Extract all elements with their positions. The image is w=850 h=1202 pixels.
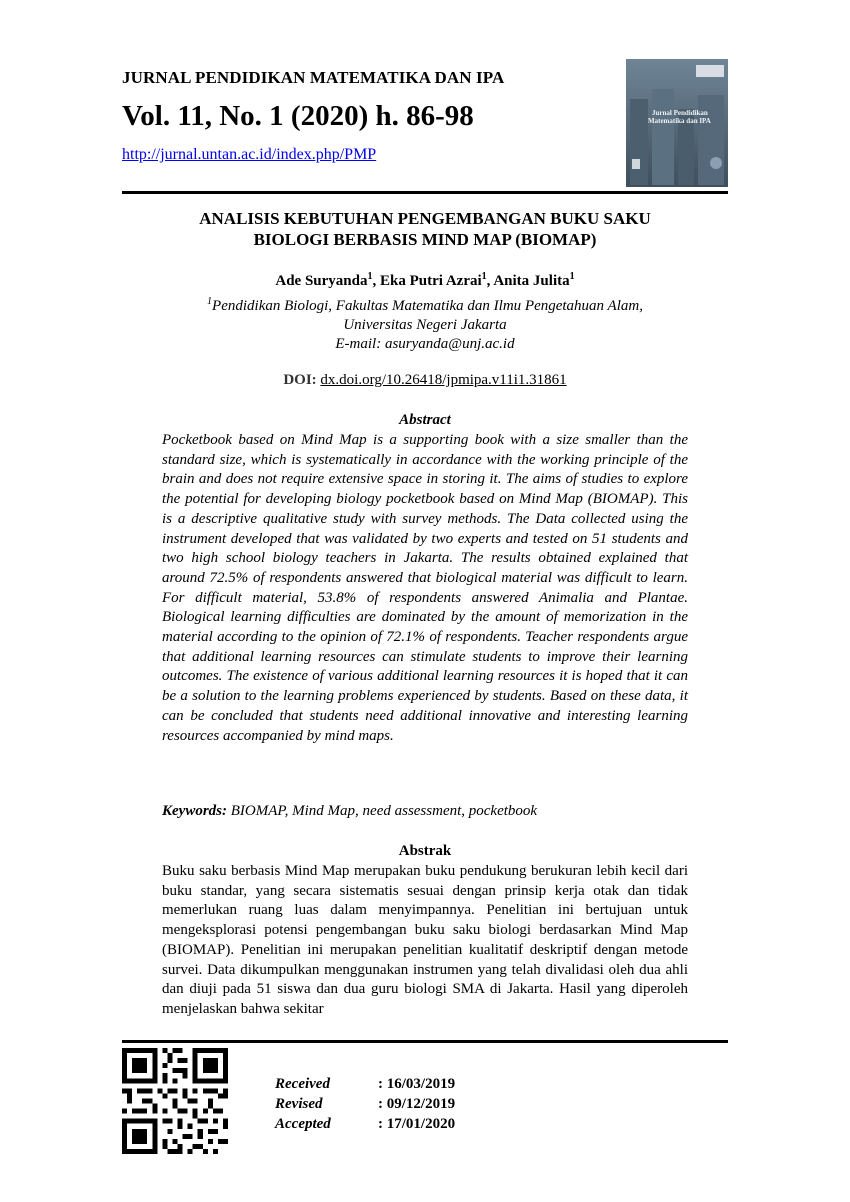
abstrak-text: Buku saku berbasis Mind Map merupakan buku pendukung berukuran lebih kecil dari buku standar, yang secara sistematis sesuai dengan prinsip kerja otak dan tidak memerlukan ruang luas dalam menyimpannya. Penelitian ini bertujuan untuk mengeksplorasi potensi pengembangan buku saku biologi berdasarkan Mind Map (BIOMAP). Penelitian ini merupakan penelitian kualitatif deskriptif dengan metode survei. Data dikumpulkan menggunakan instrumen yang telah divalidasi oleh dua ahli dan diuji pada 51 siswa dan dua guru biologi SMA di Jakarta. Hasil yang diperoleh menjelaskan bahwa sekitar — [162, 863, 688, 1017]
affiliation: $^1$Pendidikan Biologi, Fakultas Matematika dan Ilmu Pengetahuan Alam, Universitas Negeri Jakarta E-mail: asuryanda@unj.ac.id — [160, 292, 690, 354]
journal-cover-image — [626, 59, 728, 187]
doi-link[interactable]: dx.doi.org/10.26418/jpmipa.v11i1.31861 — [320, 372, 567, 388]
author-email: E-mail: asuryanda@unj.ac.id — [335, 336, 515, 352]
abstract-text: Pocketbook based on Mind Map is a supporting book with a size smaller than the standard size, which is systematically in accordance with the working principle of the brain and does not require extensive space in storing it. The aims of studies to explore the potential for developing biology pocketbook based on Mind Map (BIOMAP). This is a descriptive qualitative study with survey methods. The Data collected using the instrument developed that was validated by two experts and tested on 51 students and two high school biology teachers in Jakarta. The results obtained explained that around 72.5% of respondents answered that biological material was difficult to learn. For difficult material, 53.8% of respondents answered Animalia and Plantae. Biological learning difficulties are dominated by the amount of memorization in the material according to the opinion of 72.1% of respondents. Teacher respondents argue that additional learning resources can stimulate students to improve their learning outcomes. The existence of various additional learning resources it is hoped that it can be a solution to the learning problems experienced by students. Based on these data, it can be concluded that students need additional innovative and interesting learning resources accompanied by mind maps. — [162, 432, 688, 744]
volume-info: Vol. 11, No. 1 (2020) h. 86-98 — [122, 100, 474, 132]
abstrak-heading: Abstrak — [398, 843, 452, 859]
abstract-heading: Abstract — [399, 412, 451, 428]
article-dates — [275, 1074, 455, 1134]
authors: Ade Suryanda$^1$, Eka Putri Azrai$^1$, Anita Julita$^1$ — [275, 271, 575, 289]
cover-title-1: Jurnal Pendidikan — [652, 109, 708, 117]
keywords: Keywords: BIOMAP, Mind Map, need assessment, pocketbook — [162, 803, 538, 819]
article-title: ANALISIS KEBUTUHAN PENGEMBANGAN BUKU SAKU BIOLOGI BERBASIS MIND MAP (BIOMAP) — [199, 209, 651, 249]
qr-code-image — [122, 1048, 228, 1154]
date-row-revised: Revised : 09/12/2019 — [275, 1096, 456, 1112]
doi: DOI: dx.doi.org/10.26418/jpmipa.v11i1.31861 — [283, 372, 567, 388]
footer-divider — [122, 1040, 728, 1043]
journal-name: JURNAL PENDIDIKAN MATEMATIKA DAN IPA — [122, 68, 505, 87]
header-divider — [122, 191, 728, 194]
cover-title-2: Matematika dan IPA — [648, 117, 711, 125]
journal-url-link[interactable]: http://jurnal.untan.ac.id/index.php/PMP — [122, 146, 377, 163]
date-row-received: Received : 16/03/2019 — [275, 1076, 456, 1092]
date-row-accepted: Accepted : 17/01/2020 — [275, 1116, 456, 1132]
